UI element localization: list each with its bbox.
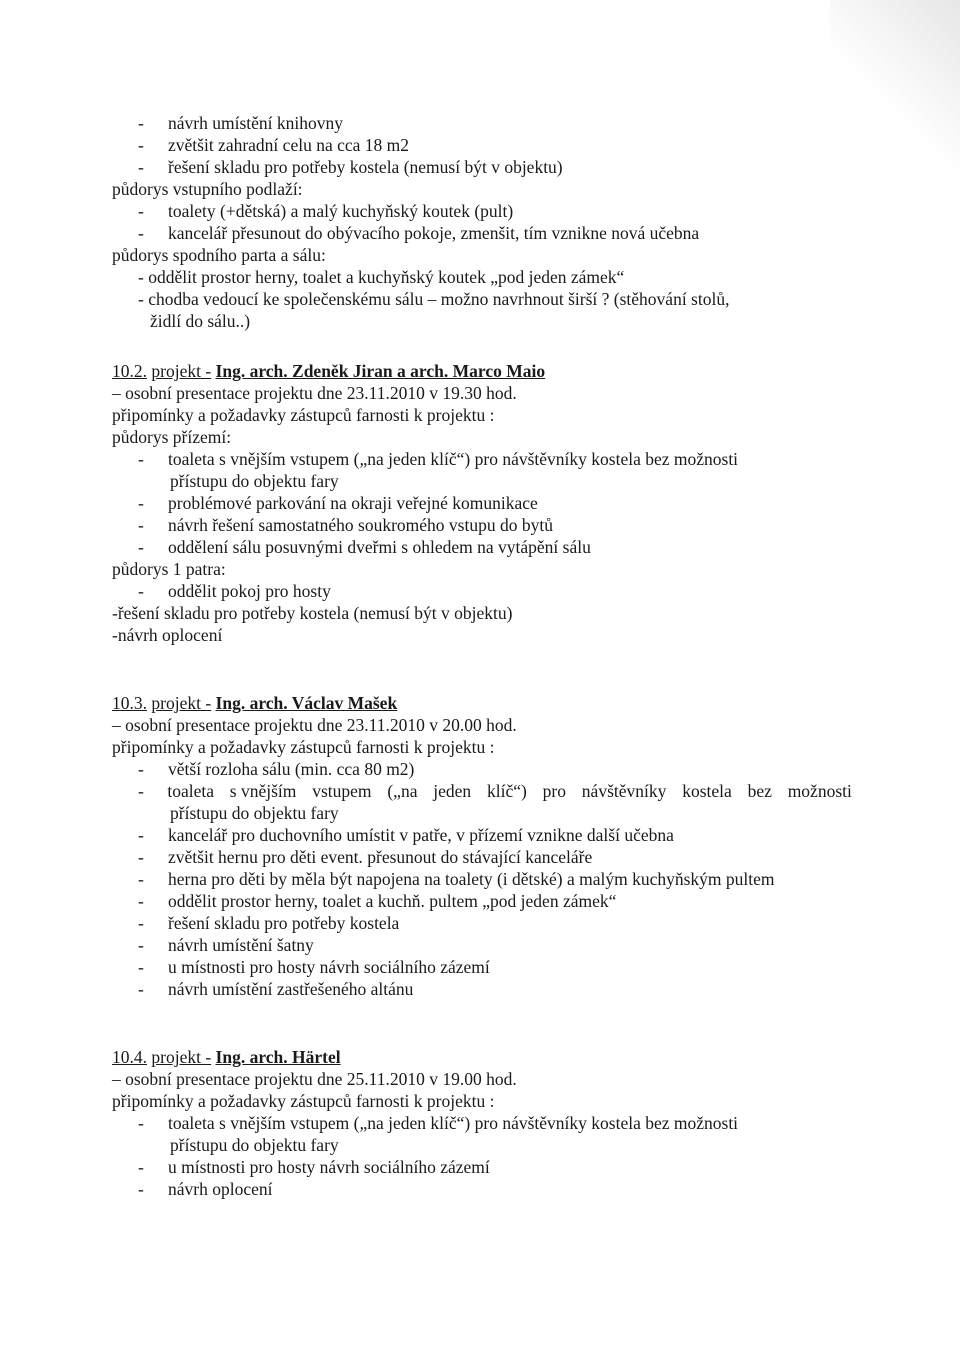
list-item: - zvětšit zahradní celu na cca 18 m2	[138, 135, 410, 155]
list-item: - návrh oplocení	[138, 1179, 273, 1199]
floor-label: půdorys vstupního podlaží:	[112, 179, 303, 199]
floor-label: půdorys 1 patra:	[112, 559, 226, 579]
remarks-line: připomínky a požadavky zástupců farnosti k projektu :	[112, 737, 495, 757]
list-item: - toalety (+dětská) a malý kuchyňský koutek (pult)	[138, 201, 514, 221]
list-item: - toaleta s vnějším vstupem („na jeden klíč“) pro návštěvníky kostela bez možnosti	[138, 1113, 739, 1133]
list-item: - řešení skladu pro potřeby kostela	[138, 913, 400, 933]
section-10-2	[112, 360, 852, 646]
list-item: - toaleta s vnějším vstupem („na jeden klíč“) pro návštěvníky kostela bez možnosti	[138, 449, 739, 469]
list-item: - návrh umístění knihovny	[138, 113, 343, 133]
presentation-line: – osobní presentace projektu dne 23.11.2010 v 19.30 hod.	[112, 383, 517, 403]
list-item: - u místnosti pro hosty návrh sociálního zázemí	[138, 957, 490, 977]
list-item: - řešení skladu pro potřeby kostela (nemusí být v objektu)	[138, 157, 563, 177]
list-item: - oddělit prostor herny, toalet a kuchyňský koutek „pod jeden zámek“	[138, 267, 625, 287]
list-item: - kancelář přesunout do obývacího pokoje, zmenšit, tím vznikne nová učebna	[138, 223, 700, 243]
list-item: - oddělení sálu posuvnými dveřmi s ohledem na vytápění sálu	[138, 537, 591, 557]
floor-label: půdorys přízemí:	[112, 427, 232, 447]
list-item: - návrh řešení samostatného soukromého vstupu do bytů	[138, 515, 553, 535]
remarks-line: připomínky a požadavky zástupců farnosti k projektu :	[112, 1091, 495, 1111]
list-item-continuation: přístupu do objektu fary	[170, 803, 339, 823]
section-heading: 10.3. projekt - Ing. arch. Václav Mašek	[112, 693, 398, 713]
list-item: - problémové parkování na okraji veřejné komunikace	[138, 493, 538, 513]
list-item-continuation: přístupu do objektu fary	[170, 471, 339, 491]
list-item: - toaleta s vnějším vstupem („na jeden klíč“) pro návštěvníky kostela bez možnosti	[138, 781, 852, 801]
list-item: - chodba vedoucí ke společenskému sálu – možno navrhnout širší ? (stěhování stolů,	[138, 289, 730, 309]
list-item-continuation: přístupu do objektu fary	[170, 1135, 339, 1155]
section-heading: 10.4. projekt - Ing. arch. Härtel	[112, 1047, 341, 1067]
justified-line: toaleta s vnějším vstupem („na jeden klíč“) pro návštěvníky kostela bez možnosti	[167, 781, 852, 801]
section-10-4	[112, 1046, 852, 1200]
presentation-line: – osobní presentace projektu dne 23.11.2010 v 20.00 hod.	[112, 715, 517, 735]
list-item: - oddělit prostor herny, toalet a kuchň. pultem „pod jeden zámek“	[138, 891, 617, 911]
list-item: - oddělit pokoj pro hosty	[138, 581, 331, 601]
presentation-line: – osobní presentace projektu dne 25.11.2010 v 19.00 hod.	[112, 1069, 517, 1089]
list-item: - zvětšit hernu pro děti event. přesunout do stávající kanceláře	[138, 847, 593, 867]
list-item: - kancelář pro duchovního umístit v patře, v přízemí vznikne další učebna	[138, 825, 674, 845]
section-10-3	[112, 692, 852, 1000]
extra-line: -návrh oplocení	[112, 625, 223, 645]
list-item: - návrh umístění zastřešeného altánu	[138, 979, 414, 999]
extra-line: -řešení skladu pro potřeby kostela (nemusí být v objektu)	[112, 603, 513, 623]
section-intro	[112, 112, 852, 332]
list-item: - větší rozloha sálu (min. cca 80 m2)	[138, 759, 415, 779]
section-heading: 10.2. projekt - Ing. arch. Zdeněk Jiran a arch. Marco Maio	[112, 361, 546, 381]
list-item: - návrh umístění šatny	[138, 935, 314, 955]
remarks-line: připomínky a požadavky zástupců farnosti k projektu :	[112, 405, 495, 425]
list-item: - u místnosti pro hosty návrh sociálního zázemí	[138, 1157, 490, 1177]
list-item: - herna pro děti by měla být napojena na toalety (i dětské) a malým kuchyňským pultem	[138, 869, 775, 889]
floor-label: půdorys spodního parta a sálu:	[112, 245, 326, 265]
list-item-continuation: židlí do sálu..)	[150, 311, 251, 331]
